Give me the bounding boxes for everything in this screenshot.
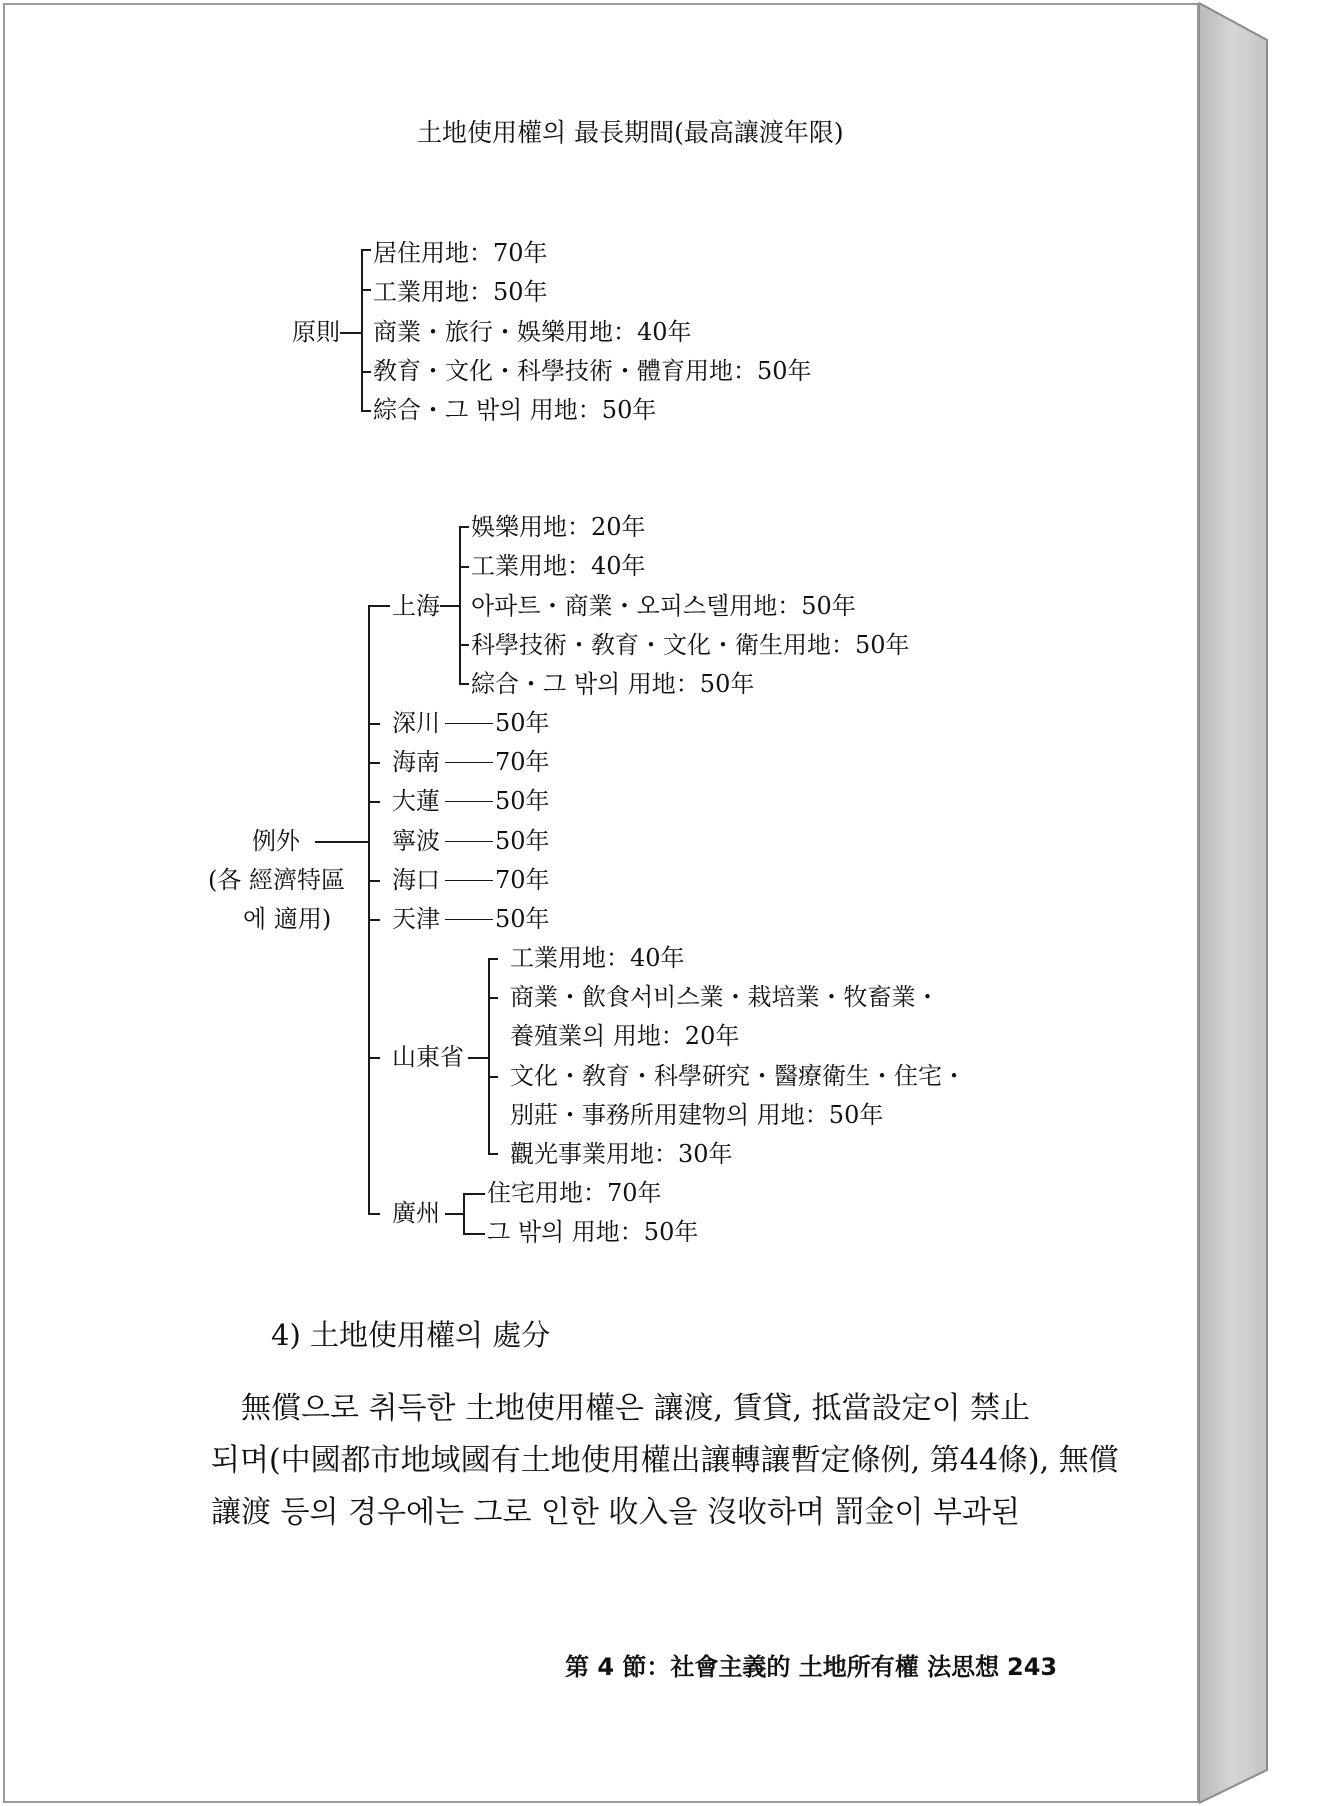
guangzhou-item: 그 밖의 用地：50年 [487, 1218, 699, 1246]
city-name: 天津 [392, 905, 440, 933]
shanghai-item: 娛樂用地：20年 [471, 513, 646, 541]
shandong-item: 文化・敎育・科學硏究・醫療衛生・住宅・ [510, 1062, 966, 1090]
guangzhou-label: 廣州 [392, 1199, 440, 1227]
exception-label: 例外 [252, 827, 300, 855]
guangzhou-bracket [463, 1193, 465, 1235]
exception-note: (各 經濟特區 [208, 866, 345, 894]
footer-chapter: 第 4 節：社會主義的 土地所有權 法思想 [565, 1653, 1000, 1681]
city-value: 70年 [495, 748, 550, 776]
city-name: 海口 [392, 866, 440, 894]
city-name: 海南 [392, 748, 440, 776]
city-name: 深川 [392, 709, 440, 737]
shandong-label: 山東省 [392, 1043, 464, 1071]
principle-item: 敎育・文化・科學技術・體育用地：50年 [373, 357, 812, 385]
principle-item: 商業・旅行・娛樂用地：40年 [373, 318, 692, 346]
principle-item: 居住用地：70年 [373, 239, 548, 267]
shanghai-item: 科學技術・敎育・文化・衛生用地：50年 [471, 631, 910, 659]
city-value: 50年 [495, 709, 550, 737]
principle-connector [340, 332, 363, 334]
shandong-item: 觀光事業用地：30年 [510, 1140, 733, 1168]
shandong-item: 別莊・事務所用建物의 用地：50年 [510, 1101, 884, 1129]
city-name: 大蓮 [392, 787, 440, 815]
city-value: 50年 [495, 787, 550, 815]
shandong-bracket [488, 958, 490, 1155]
principle-item: 綜合・그 밖의 用地：50年 [373, 396, 657, 424]
shandong-item: 商業・飮食서비스業・栽培業・牧畜業・ [510, 983, 940, 1011]
shandong-item: 工業用地：40年 [510, 944, 685, 972]
exception-connector [315, 841, 370, 843]
shanghai-bracket [459, 526, 461, 685]
guangzhou-item: 住宅用地：70年 [487, 1179, 662, 1207]
principle-item: 工業用地：50年 [373, 278, 548, 306]
shanghai-item: 綜合・그 밖의 用地：50年 [471, 670, 755, 698]
shanghai-label: 上海 [392, 592, 440, 620]
city-value: 50年 [495, 827, 550, 855]
shanghai-item: 工業用地：40年 [471, 552, 646, 580]
principle-bracket [361, 249, 363, 412]
exception-bracket [368, 605, 370, 1214]
city-value: 70年 [495, 866, 550, 894]
page-title: 土地使用權의 最長期間(最高讓渡年限) [417, 118, 844, 147]
shandong-item: 養殖業의 用地：20年 [510, 1022, 740, 1050]
exception-note: 에 適用) [243, 905, 332, 933]
paragraph-line: 讓渡 등의 경우에는 그로 인한 收入을 沒收하며 罰金이 부과된 [211, 1495, 1020, 1530]
page-edge-shading [1199, 0, 1319, 1806]
principle-label: 原則 [292, 318, 340, 346]
book-page [3, 3, 1199, 1803]
city-name: 寧波 [392, 827, 440, 855]
page-number: 243 [1007, 1653, 1058, 1681]
paragraph-line: 無償으로 취득한 土地使用權은 讓渡, 賃貸, 抵當設定이 禁止 [241, 1391, 1031, 1426]
paragraph-line: 되며(中國都市地域國有土地使用權出讓轉讓暫定條例, 第44條), 無償 [211, 1443, 1119, 1478]
shanghai-item: 아파트・商業・오피스텔用地：50年 [471, 592, 856, 620]
section-heading: 4) 土地使用權의 處分 [271, 1318, 551, 1352]
city-value: 50年 [495, 905, 550, 933]
